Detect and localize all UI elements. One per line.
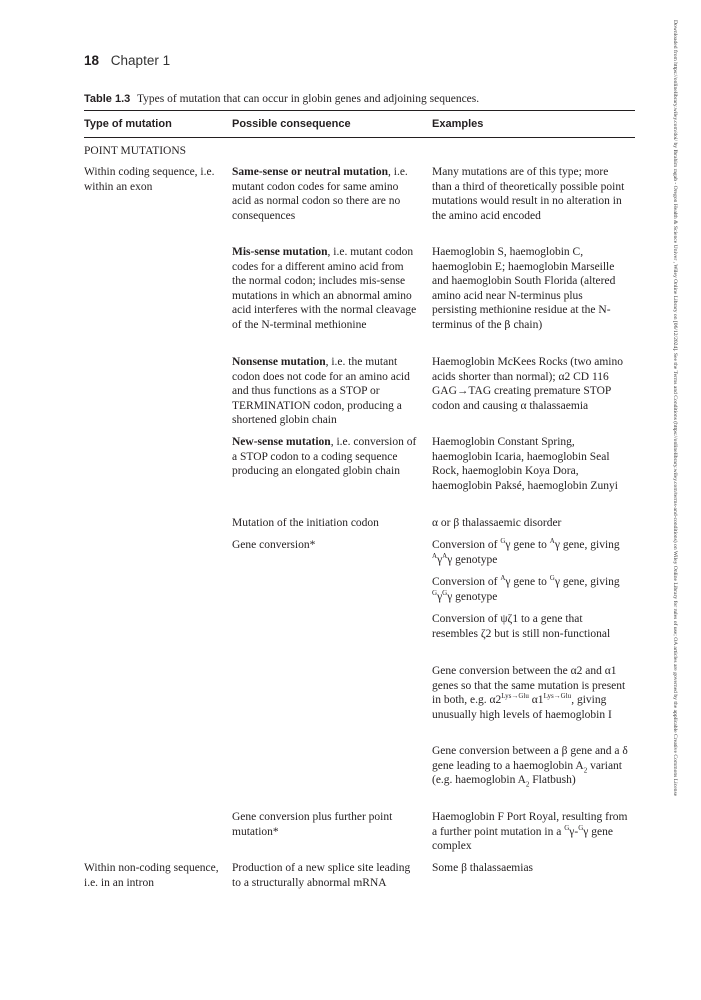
superscript: Lys→Glu bbox=[543, 692, 572, 701]
example-nonsense: Haemoglobin McKees Rocks (two amino acids shorter than normal); α2 CD 116 GAG→TAG creating premature STOP codon and causing α thalassaemia bbox=[432, 356, 623, 412]
subscript: 2 bbox=[583, 765, 588, 774]
column-header-examples: Examples bbox=[432, 118, 484, 130]
superscript: A bbox=[432, 551, 438, 560]
text: , giving unusually high levels of haemoglobin I bbox=[432, 694, 612, 721]
consequence-initiation-codon: Mutation of the initiation codon bbox=[232, 517, 379, 529]
example-gene-conversion-3: Conversion of ψζ1 to a gene that resembles ζ2 but is still non-functional bbox=[432, 613, 611, 640]
text: γ bbox=[437, 553, 443, 566]
table-header-rule bbox=[84, 137, 635, 138]
text: Gene conversion between the α2 and α1 genes so that the same mutation is present in both, e.g. α2 bbox=[432, 665, 626, 707]
example-new-sense: Haemoglobin Constant Spring, haemoglobin Icaria, haemoglobin Seal Rock, haemoglobin Koya Dora, haemoglobin Paksé, haemoglobin Zunyi bbox=[432, 436, 618, 492]
download-notice-text: Downloaded from https://onlinelibrary.wiley.com/doi/ by Ibrahim ragab - Oregon Health & Science Univer , Wiley Online Library on [06/12/2024]. See the Terms and Conditions (https://onlinelibrary.wiley.com/terms-and-conditions) on Wiley Online Library for rules of use; OA articles are governed by the applicable Creative Commons License bbox=[672, 20, 678, 797]
new-sense-description: , i.e. conversion of a STOP codon to a coding sequence producing an elongated globin chain bbox=[232, 436, 417, 478]
text: Haemoglobin F Port Royal, resulting from a further point mutation in a bbox=[432, 811, 628, 838]
superscript: A bbox=[549, 537, 555, 546]
superscript: G bbox=[578, 823, 584, 832]
consequence-same-sense bbox=[232, 165, 420, 223]
section-point-mutations: POINT MUTATIONS bbox=[84, 145, 187, 157]
superscript: G bbox=[500, 537, 506, 546]
table-number: Table 1.3 bbox=[84, 93, 131, 105]
text: γ gene, giving bbox=[554, 539, 620, 551]
example-splice-site: Some β thalassaemias bbox=[432, 862, 534, 874]
consequence-nonsense bbox=[232, 355, 420, 428]
running-header bbox=[84, 53, 170, 68]
example-same-sense: Many mutations are of this type; more than a third of theoretically possible point mutations would result in no alteration in the amino acid encoded bbox=[432, 166, 625, 222]
text: γ gene complex bbox=[432, 825, 613, 853]
term-mis-sense: Mis-sense mutation bbox=[232, 246, 328, 258]
text: γ genotype bbox=[447, 590, 498, 603]
term-nonsense: Nonsense mutation bbox=[232, 356, 326, 368]
mis-sense-example-end: chain) bbox=[510, 318, 543, 331]
superscript: G bbox=[549, 574, 555, 583]
text: γ gene to bbox=[505, 576, 550, 588]
example-initiation-codon: α or β thalassaemic disorder bbox=[432, 517, 562, 529]
example-mis-sense bbox=[432, 245, 628, 333]
term-new-sense: New-sense mutation bbox=[232, 436, 331, 448]
example-gene-conversion-5 bbox=[432, 744, 628, 788]
text: γ gene to bbox=[505, 539, 550, 551]
superscript: G bbox=[442, 588, 448, 597]
text: γ- bbox=[569, 825, 579, 838]
same-sense-description: , i.e. mutant codon codes for same amino acid as normal codon so there are no consequences bbox=[232, 166, 408, 222]
text: γ bbox=[437, 590, 443, 603]
text: Conversion of bbox=[432, 539, 501, 551]
consequence-gene-conversion: Gene conversion* bbox=[232, 539, 316, 551]
text: Flatbush) bbox=[529, 774, 576, 787]
superscript: A bbox=[442, 551, 448, 560]
text: α1 bbox=[528, 694, 544, 707]
superscript: Lys→Glu bbox=[501, 692, 529, 701]
example-gene-conversion-1 bbox=[432, 538, 628, 567]
table-top-rule bbox=[84, 110, 635, 111]
mis-sense-example-text: Haemoglobin S, haemoglobin C, haemoglobin E; haemoglobin Marseille and haemoglobin South Florida (altered amino acid near N-terminus plus persisting methionine residue at the N-terminus of the bbox=[432, 246, 616, 331]
text: Gene conversion between a β gene and a δ gene leading to a haemoglobin A bbox=[432, 745, 628, 772]
page-number: 18 bbox=[84, 53, 100, 68]
example-gene-conversion-2 bbox=[432, 575, 628, 604]
location-exon: Within coding sequence, i.e. within an exon bbox=[84, 166, 215, 193]
text: variant (e.g. haemoglobin A bbox=[432, 759, 623, 787]
location-intron: Within non-coding sequence, i.e. in an intron bbox=[84, 862, 219, 889]
download-notice bbox=[671, 20, 689, 980]
column-header-type: Type of mutation bbox=[84, 118, 172, 130]
text: γ genotype bbox=[447, 553, 498, 566]
column-header-consequence: Possible consequence bbox=[232, 118, 351, 130]
term-same-sense: Same-sense or neutral mutation bbox=[232, 166, 388, 178]
mis-sense-description: , i.e. mutant codon codes for a different amino acid from the normal codon; includes mis-sense mutations in which an abnormal amino acid interferes with the normal cleavage of the N-terminal methionine bbox=[232, 246, 417, 331]
chapter-label: Chapter 1 bbox=[110, 53, 171, 68]
nonsense-description: , i.e. the mutant codon does not code for an amino acid and thus functions as a STOP or TERMINATION codon, producing a shortened globin chain bbox=[232, 356, 410, 427]
consequence-gene-conversion-plus: Gene conversion plus further point mutation* bbox=[232, 811, 393, 838]
consequence-new-sense bbox=[232, 435, 420, 479]
consequence-splice-site: Production of a new splice site leading to a structurally abnormal mRNA bbox=[232, 862, 411, 889]
example-gene-conversion-4 bbox=[432, 664, 628, 722]
beta-symbol: β bbox=[504, 318, 511, 331]
consequence-mis-sense bbox=[232, 245, 420, 333]
superscript: G bbox=[432, 588, 438, 597]
text: Conversion of bbox=[432, 576, 501, 588]
table-caption-text: Types of mutation that can occur in globin genes and adjoining sequences. bbox=[136, 93, 480, 105]
table-caption bbox=[84, 93, 479, 105]
example-gene-conversion-plus bbox=[432, 810, 628, 854]
subscript: 2 bbox=[525, 780, 530, 789]
text: γ gene, giving bbox=[554, 576, 620, 588]
superscript: A bbox=[500, 574, 506, 583]
superscript: G bbox=[564, 823, 570, 832]
